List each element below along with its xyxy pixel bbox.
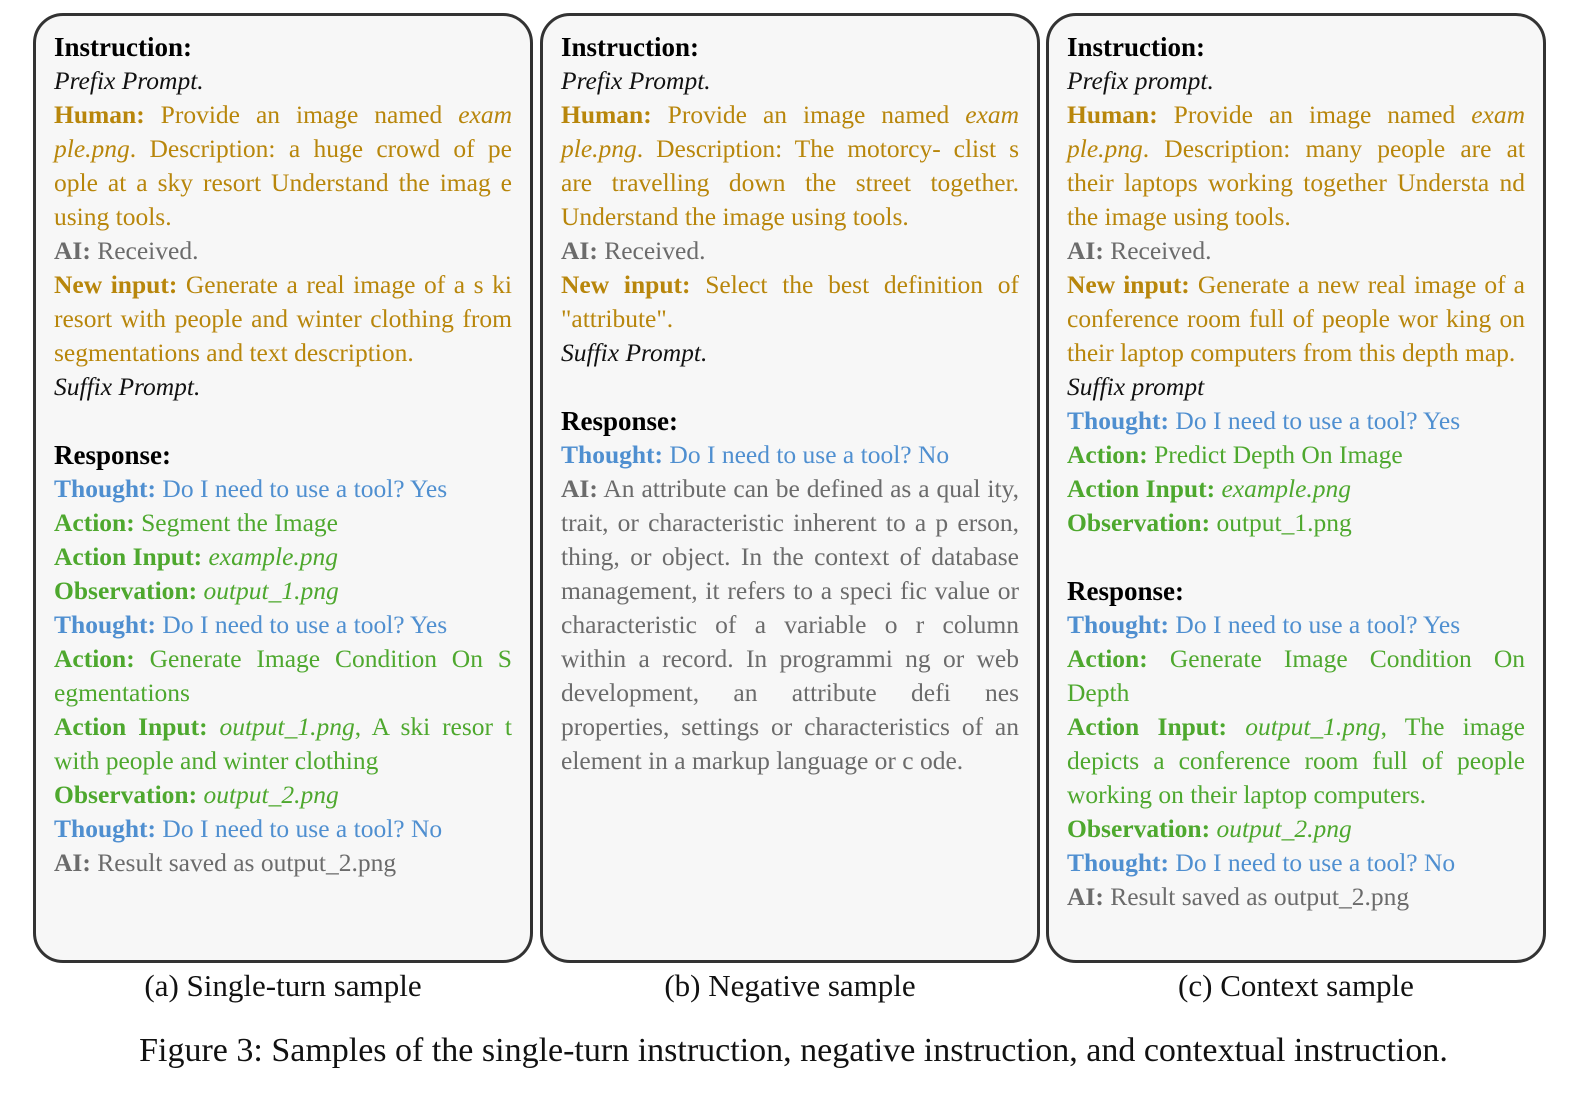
observation-file: output_2.png [1216, 814, 1352, 843]
ai-label: AI: [561, 474, 598, 503]
new-input-text: Generate a real image of a s ki resort with people and winter clothing from segmentations and text description. [54, 270, 512, 367]
action-input-text: , The image depicts a conference room full of people working on their laptop computers. [1067, 712, 1525, 809]
ai-text: Result saved as output_2.png [1103, 882, 1410, 911]
action-input-file: example.png [1221, 474, 1352, 503]
human-description: . Description: a huge crowd of pe ople at a sky resort Understand the imag e using tools. [54, 134, 512, 231]
action-input-line [1067, 710, 1525, 812]
instruction-heading: Instruction: [1067, 32, 1206, 62]
thought-text: Do I need to use a tool? No [156, 814, 443, 843]
caption-context: (c) Context sample [1178, 968, 1414, 1003]
human-text: Provide an image named [1157, 100, 1472, 129]
thought-text: Do I need to use a tool? Yes [1169, 406, 1461, 435]
negative-sample-panel [540, 13, 1040, 963]
human-message [54, 98, 512, 234]
action-input-line [1067, 472, 1525, 506]
action-label: Action: [54, 508, 135, 537]
human-label: Human: [1067, 100, 1158, 129]
ai-text: Received. [90, 236, 199, 265]
response-heading: Response: [561, 406, 679, 436]
action-label: Action: [1067, 644, 1148, 673]
new-input-label: New input: [561, 270, 691, 299]
observation-line [54, 574, 512, 608]
suffix-prompt: Suffix Prompt. [561, 338, 708, 367]
prefix-prompt: Prefix Prompt. [561, 66, 711, 95]
prefix-prompt: Prefix prompt. [1067, 66, 1214, 95]
new-input-text: Generate a new real image of a conference room full of people wor king on their laptop computers from this depth map. [1067, 270, 1525, 367]
new-input-label: New input: [1067, 270, 1190, 299]
action-text: Generate Image Condition On Depth [1067, 644, 1525, 707]
human-message [1067, 98, 1525, 234]
thought-text: Do I need to use a tool? Yes [156, 610, 448, 639]
ai-result [54, 846, 512, 880]
action-input-line [54, 710, 512, 778]
new-input-label: New input: [54, 270, 178, 299]
human-label: Human: [561, 100, 652, 129]
single-turn-sample-panel [33, 13, 533, 963]
human-description: . Description: The motorcy- clist s are travelling down the street together. Understand the image using tools. [561, 134, 1019, 231]
action-text: Predict Depth On Image [1147, 440, 1403, 469]
human-message [561, 98, 1019, 234]
thought-text: Do I need to use a tool? Yes [156, 474, 448, 503]
thought-text: Do I need to use a tool? No [663, 440, 950, 469]
thought-label: Thought: [54, 474, 157, 503]
prefix-prompt: Prefix Prompt. [54, 66, 204, 95]
thought-line [561, 438, 1019, 472]
thought-label: Thought: [54, 814, 157, 843]
human-text: Provide an image named [651, 100, 966, 129]
thought-line [1067, 608, 1525, 642]
observation-label: Observation: [1067, 814, 1211, 843]
thought-label: Thought: [1067, 406, 1170, 435]
ai-label: AI: [54, 236, 91, 265]
thought-label: Thought: [1067, 848, 1170, 877]
action-text: Segment the Image [134, 508, 338, 537]
human-text: Provide an image named [144, 100, 459, 129]
action-label: Action: [1067, 440, 1148, 469]
human-description: . Description: many people are at their laptops working together Understa nd the image using tools. [1067, 134, 1525, 231]
observation-file: output_1.png [203, 576, 339, 605]
thought-line [54, 812, 512, 846]
thought-line [54, 472, 512, 506]
thought-text: Do I need to use a tool? Yes [1169, 610, 1461, 639]
action-line [54, 642, 512, 710]
thought-line [1067, 404, 1525, 438]
instruction-heading: Instruction: [54, 32, 193, 62]
human-filename: exam ple.png [561, 100, 1019, 163]
ai-answer [561, 472, 1019, 778]
observation-label: Observation: [54, 780, 198, 809]
response-heading: Response: [1067, 576, 1185, 606]
new-input [54, 268, 512, 370]
action-input-file: example.png [208, 542, 339, 571]
action-input-label: Action Input: [54, 542, 203, 571]
ai-text: An attribute can be defined as a qual ity, trait, or characteristic inherent to a p erson, thing, or object. In the context of database management, it refers to a speci fic value or characteristic of a variable o r column within a record. In programmi ng or web development, an attribute defi nes properties, settings or characteristics of an element in a markup language or c ode. [561, 474, 1019, 775]
action-input-text: , A ski resor t with people and winter clothing [54, 712, 512, 775]
ai-label: AI: [1067, 882, 1104, 911]
ai-label: AI: [54, 848, 91, 877]
thought-line [1067, 846, 1525, 880]
human-filename: exam ple.png [1067, 100, 1525, 163]
context-sample-panel [1046, 13, 1546, 963]
observation-label: Observation: [54, 576, 198, 605]
new-input [561, 268, 1019, 336]
action-line [1067, 438, 1525, 472]
action-label: Action: [54, 644, 135, 673]
thought-label: Thought: [54, 610, 157, 639]
new-input [1067, 268, 1525, 370]
ai-received [561, 234, 1019, 268]
figure-caption: Figure 3: Samples of the single-turn instruction, negative instruction, and contextual instruction. [139, 1032, 1448, 1069]
ai-label: AI: [1067, 236, 1104, 265]
caption-negative: (b) Negative sample [664, 968, 916, 1003]
action-text: Generate Image Condition On S egmentations [54, 644, 512, 707]
ai-text: Result saved as output_2.png [90, 848, 397, 877]
action-input-file: output_1.png [219, 712, 355, 741]
action-input-line [54, 540, 512, 574]
observation-file: output_2.png [203, 780, 339, 809]
human-filename: exam ple.png [54, 100, 512, 163]
thought-line [54, 608, 512, 642]
observation-line [1067, 506, 1525, 540]
action-input-label: Action Input: [1067, 712, 1227, 741]
caption-single-turn: (a) Single-turn sample [144, 968, 422, 1003]
thought-label: Thought: [561, 440, 664, 469]
instruction-heading: Instruction: [561, 32, 700, 62]
ai-received [1067, 234, 1525, 268]
action-input-label: Action Input: [54, 712, 208, 741]
thought-text: Do I need to use a tool? No [1169, 848, 1456, 877]
ai-text: Received. [597, 236, 706, 265]
human-label: Human: [54, 100, 145, 129]
thought-label: Thought: [1067, 610, 1170, 639]
observation-line [54, 778, 512, 812]
action-input-file: output_1.png [1245, 712, 1381, 741]
observation-text: output_1.png [1210, 508, 1352, 537]
action-input-label: Action Input: [1067, 474, 1216, 503]
suffix-prompt: Suffix Prompt. [54, 372, 201, 401]
observation-label: Observation: [1067, 508, 1211, 537]
ai-received [54, 234, 512, 268]
ai-result [1067, 880, 1525, 914]
ai-text: Received. [1103, 236, 1212, 265]
suffix-prompt: Suffix prompt [1067, 372, 1205, 401]
new-input-text: Select the best definition of "attribute". [561, 270, 1019, 333]
observation-line [1067, 812, 1525, 846]
action-line [1067, 642, 1525, 710]
response-heading: Response: [54, 440, 172, 470]
action-line [54, 506, 512, 540]
ai-label: AI: [561, 236, 598, 265]
